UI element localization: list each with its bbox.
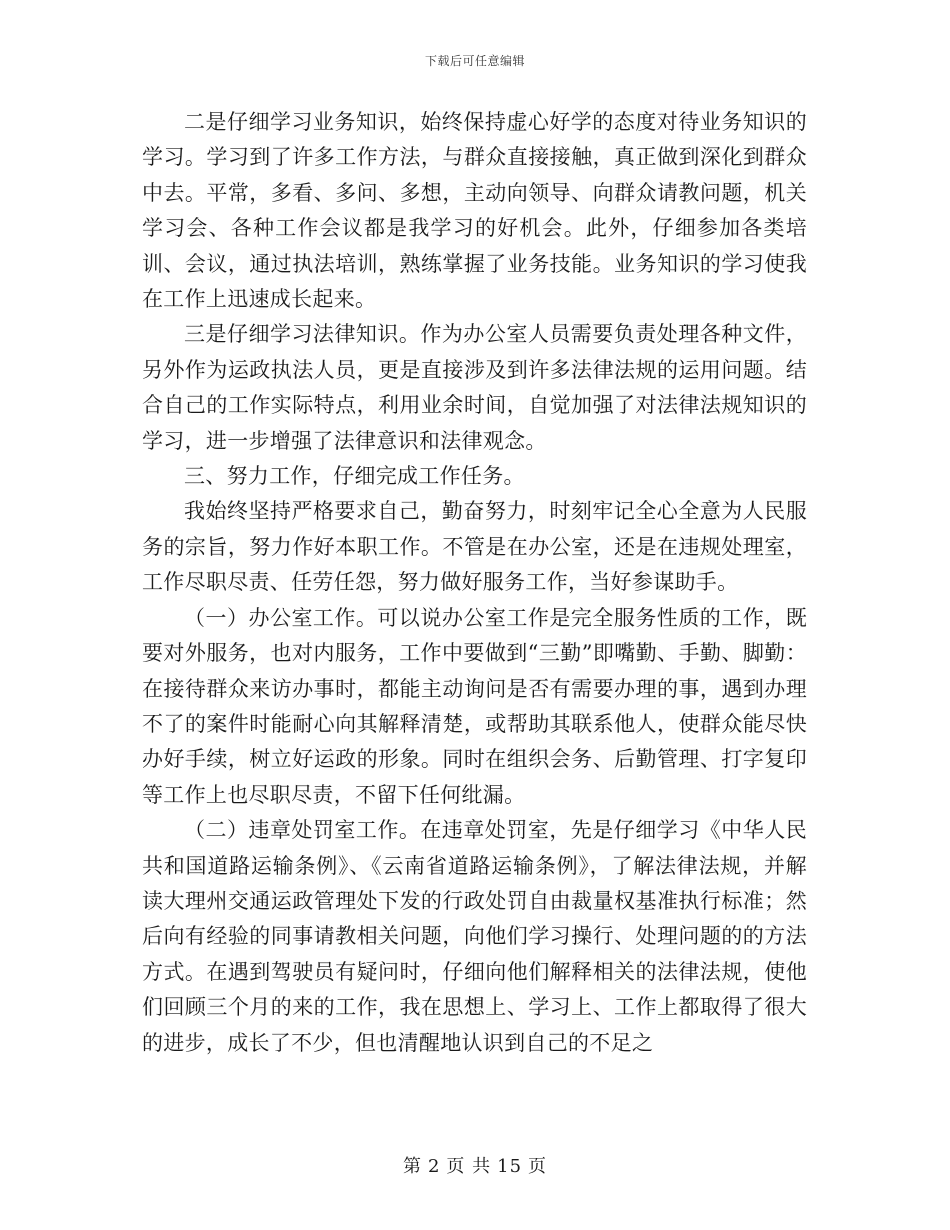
paragraph-penalty-office: （二）违章处罚室工作。在违章处罚室，先是仔细学习《中华人民共和国道路运输条例》、《云南省道路运输条例》，了解法律法规，并解读大理州交通运政管理处下发的行政处罚自由裁量权基准执行标准；然后向有经验的同事请教相关问题，向他们学习操行、处理问题的的方法方式。在遇到驾驶员有疑问时，仔细向他们解释相关的法律法规，使他们回顾三个月的来的工作，我在思想上、学习上、工作上都取得了很大的进步，成长了不少，但也清醒地认识到自己的不足之 <box>142 818 807 1055</box>
paragraph-work-attitude: 我始终坚持严格要求自己，勤奋努力，时刻牢记全心全意为人民服务的宗旨，努力作好本职工作。不管是在办公室，还是在违规处理室，工作尽职尽责、任劳任怨，努力做好服务工作，当好参谋助手。 <box>142 499 807 595</box>
paragraph-law-study: 三是仔细学习法律知识。作为办公室人员需要负责处理各种文件，另外作为运政执法人员，更是直接涉及到许多法律法规的运用问题。结合自己的工作实际特点，利用业余时间，自觉加强了对法律法规知识的学习，进一步增强了法律意识和法律观念。 <box>142 322 807 453</box>
page-footer <box>0 1152 950 1178</box>
document-body <box>142 105 807 1061</box>
section-heading-work: 三、努力工作，仔细完成工作任务。 <box>184 464 525 489</box>
page-header: 下载后可任意编辑 <box>424 54 525 68</box>
paragraph-business-study: 二是仔细学习业务知识，始终保持虚心好学的态度对待业务知识的学习。学习到了许多工作方法，与群众直接接触，真正做到深化到群众中去。平常，多看、多问、多想，主动向领导、向群众请教问题，机关学习会、各种工作会议都是我学习的好机会。此外，仔细参加各类培训、会议，通过执法培训，熟练掌握了业务技能。业务知识的学习使我在工作上迅速成长起来。 <box>142 110 807 312</box>
footer-suffix: 页 <box>528 1156 548 1177</box>
paragraph-office-work: （一）办公室工作。可以说办公室工作是完全服务性质的工作，既要对外服务，也对内服务，工作中要做到“三勤”即嘴勤、手勤、脚勤：在接待群众来访办事时，都能主动询问是否有需要办理的事，遇到办理不了的案件时能耐心向其解释清楚，或帮助其联系他人，使群众能尽快办好手续，树立好运政的形象。同时在组织会务、后勤管理、打字复印等工作上也尽职尽责，不留下任何纰漏。 <box>142 605 807 807</box>
footer-total-pages: 15 <box>497 1156 523 1177</box>
footer-middle: 页 共 <box>446 1156 492 1177</box>
footer-current-page: 2 <box>427 1156 441 1177</box>
footer-prefix: 第 <box>402 1156 422 1177</box>
